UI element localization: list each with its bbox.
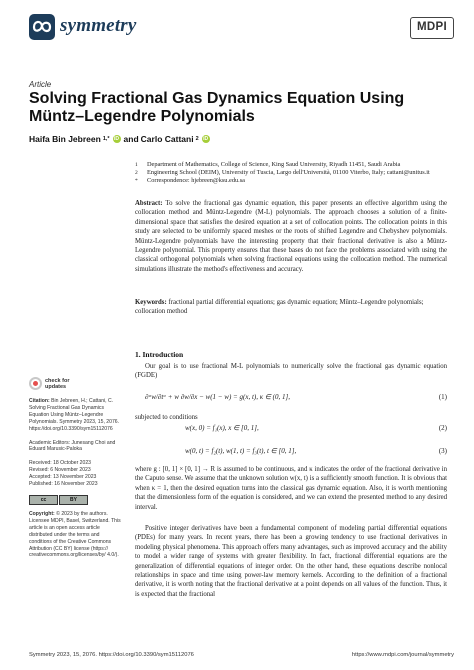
author-list	[29, 134, 211, 144]
intro-paragraph	[135, 362, 447, 381]
symmetry-logo-icon	[29, 14, 55, 40]
by-icon: BY	[59, 495, 88, 505]
academic-editors: Academic Editors: Junesang Choi and Eduard Marusic-Paloka	[29, 439, 116, 453]
mdpi-logo[interactable]	[410, 17, 454, 39]
equation-number: (1)	[438, 393, 447, 401]
keywords-label: Keywords:	[135, 299, 167, 306]
received-date: Received: 18 October 2023	[29, 460, 92, 467]
affiliation-row	[135, 177, 465, 185]
affiliation-text: Department of Mathematics, College of Science, King Saud University, Riyadh 11451, Saudi Arabia	[147, 161, 401, 168]
published-date: Published: 16 November 2023	[29, 481, 98, 488]
correspondence-text: Correspondence: hjebreen@ksu.edu.sa	[147, 177, 245, 185]
check-updates-line: check for	[45, 377, 70, 384]
citation-label: Citation:	[29, 398, 50, 404]
orcid-icon[interactable]: iD	[203, 136, 209, 142]
check-updates-icon	[29, 377, 42, 390]
footer-citation[interactable]: Symmetry 2023, 15, 2076. https://doi.org/10.3390/sym15112076	[29, 652, 194, 658]
abstract	[135, 199, 447, 274]
keywords-text: fractional partial differential equations; gas dynamic equation; Müntz–Legendre polynomials; collocation method	[135, 299, 424, 316]
keywords	[135, 298, 447, 317]
section-heading: 1. Introduction	[135, 350, 184, 359]
equation-number: (2)	[438, 424, 447, 432]
affiliation-row	[135, 161, 465, 169]
check-for-updates-button[interactable]	[29, 377, 121, 390]
citation-block	[29, 398, 121, 433]
equation-expression: ∂ᵅw/∂tᵅ + w ∂w/∂x − w(1 − w) = g(x, t), κ ∈ (0, 1],	[145, 393, 290, 401]
intro-paragraph: where g : [0, 1] × [0, 1] → R is assumed to be continuous, and κ indicates the order of the fractional derivative in the Caputo sense. We assume that the unknown solution w(x, t) is a sufficiently smooth function. It is obvious that when κ = 1, then the desired equation turns into the classical gas dynamic equation. Also, it is worth mentioning that the dimensionless form of the equation is considered, and we can extend the presented method to any desired interval.	[135, 466, 447, 511]
equation-number: (3)	[438, 447, 447, 455]
author-name[interactable]: Carlo Cattani	[140, 134, 194, 144]
intro-paragraph	[135, 524, 447, 599]
author-affiliation-mark: 2	[195, 136, 199, 142]
orcid-icon[interactable]: iD	[114, 136, 120, 142]
equation-1	[135, 389, 447, 409]
revised-date: Revised: 6 November 2023	[29, 467, 91, 474]
author-conjunction: and	[123, 134, 139, 144]
cc-icon: cc	[29, 495, 58, 505]
check-updates-line: updates	[45, 383, 67, 390]
equation-3	[135, 447, 447, 459]
page-footer	[29, 652, 454, 658]
article-type-label: Article	[29, 80, 52, 89]
cc-by-license-badge[interactable]	[29, 495, 121, 505]
equation-expression: w(0, t) = f₂(t), w(1, t) = f₃(t), t ∈ [0, 1],	[185, 447, 297, 455]
equation-expression: w(x, 0) = f₁(x), x ∈ [0, 1],	[185, 424, 259, 432]
equation-2	[135, 424, 447, 436]
author-affiliation-mark: 1,*	[102, 136, 110, 142]
journal-name[interactable]: symmetry	[60, 15, 137, 36]
paragraph-text: Our goal is to use fractional M-L polynomials to numerically solve the fractional gas dynamic equation (FGDE)	[135, 363, 447, 380]
paper-title: Solving Fractional Gas Dynamics Equation Using Müntz–Legendre Polynomials	[29, 90, 405, 125]
subject-text: subjected to conditions	[135, 414, 198, 421]
affiliation-mark: 2	[135, 170, 138, 177]
sidebar	[29, 377, 121, 566]
affiliation-row	[135, 169, 465, 177]
accepted-date: Accepted: 13 November 2023	[29, 474, 97, 481]
copyright-text: © 2023 by the authors. Licensee MDPI, Basel, Switzerland. This article is an open access article distributed under the terms and conditions of the Creative Commons Attribution (CC BY) license (https:// creativecommons.org/licenses/by/ 4.0/).	[29, 510, 121, 559]
citation-text: Bin Jebreen, H.; Cattani, C. Solving Fractional Gas Dynamics Equation Using Müntz–Legendre Polynomials. Symmetry 2023, 15, 2076. https://doi.org/10.3390/sym15112076	[29, 398, 120, 432]
check-updates-label	[45, 378, 69, 390]
copyright-label: Copyright:	[29, 510, 55, 517]
affiliations	[135, 161, 465, 186]
abstract-text: To solve the fractional gas dynamic equation, this paper presents an effective algorithm using the collocation method and Müntz-Legendre (M-L) polynomials. The approach chooses a solution of a finite-dimensional space that satisfies the desired equation at a set of collocation points. The collocation points in this study are selected to be uniformly spaced meshes or the roots of shifted Legendre and Chebyshev polynomials. Müntz-Legendre polynomials have the interesting property that their fractional derivative is also a Müntz-Legendre polynomial. This property ensures that these bases do not face the problems associated with using the classical orthogonal polynomials when solving fractional equations using the collocation method. The numerical simulations illustrate the method's effectiveness and accuracy.	[135, 200, 448, 273]
abstract-label: Abstract:	[135, 200, 163, 207]
copyright-block	[29, 511, 121, 559]
affiliation-mark: *	[135, 178, 138, 185]
dates-block	[29, 460, 121, 488]
affiliation-text: Engineering School (DEIM), University of Tuscia, Largo dell'Università, 01100 Viterbo, Italy; cattani@unitus.it	[147, 169, 430, 177]
publisher-name: MDPI	[417, 21, 447, 33]
journal-header	[29, 12, 454, 42]
affiliation-mark: 1	[135, 162, 138, 168]
paragraph-text: Positive integer derivatives have been a fundamental component of modeling partial differential equations (PDEs) for many years. In recent years, there has been a growing tendency to use fractional derivatives in modeling physical phenomena. This approach offers many advantages, such as improved accuracy and the ability to model a wider range of systems with greater flexibility. In fact, fractional differential equations are the generalization of differential equations of integer order. On the other hand, these equations describe nonlocal relationships in space and time using power-law memory kernels. According to the definition of a fractional derivative, it is worth noting that the fractional derivative at a point depends on all values of the function. Thus, it is expected that the fractional	[135, 525, 447, 598]
author-name[interactable]: Haifa Bin Jebreen	[29, 134, 101, 144]
footer-journal-url[interactable]: https://www.mdpi.com/journal/symmetry	[351, 652, 454, 658]
